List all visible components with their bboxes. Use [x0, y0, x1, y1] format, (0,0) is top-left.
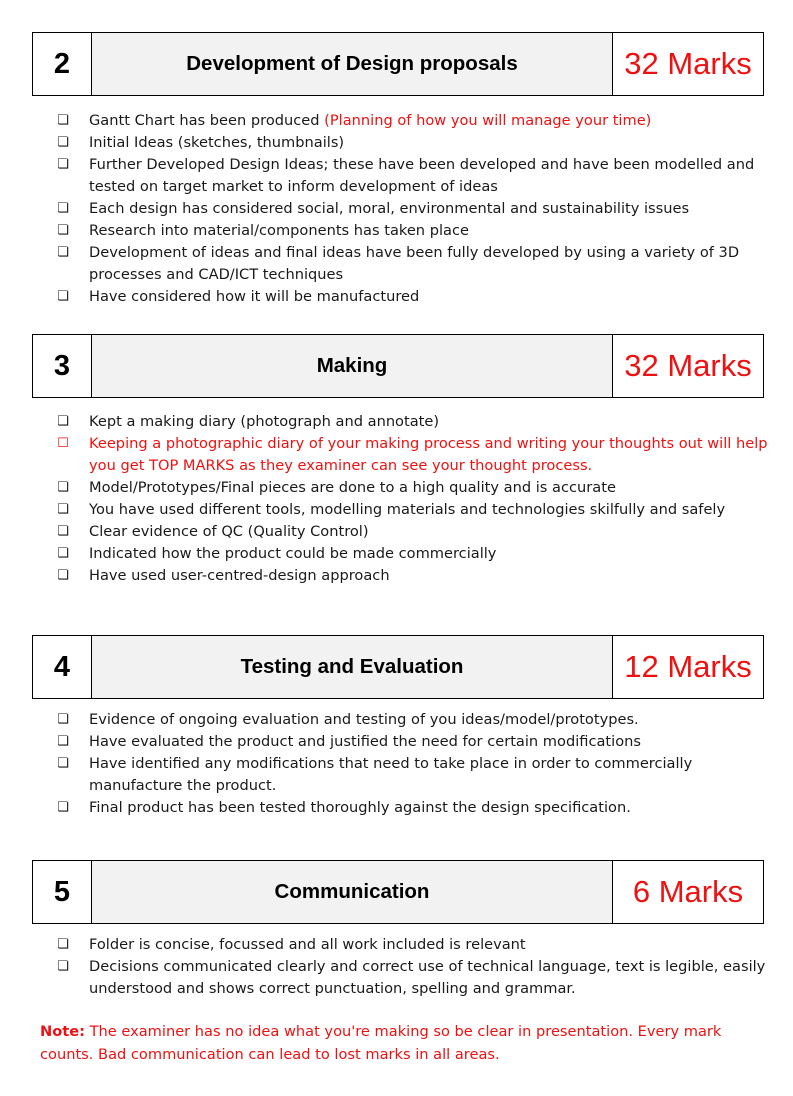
section-2-header	[32, 32, 764, 96]
note-paragraph	[40, 1021, 760, 1066]
list-item	[56, 565, 771, 587]
checkbox-icon: ❏	[57, 289, 69, 304]
list-item	[56, 286, 771, 308]
checkbox-icon: ❏	[57, 135, 69, 150]
section-number: 4	[33, 636, 92, 698]
section-title: Testing and Evaluation	[92, 636, 613, 698]
item-text: Keeping a photographic diary of your making process and writing your thoughts out will help you get TOP MARKS as they examiner can see your thought process.	[89, 435, 768, 474]
checkbox-icon: ❏	[57, 245, 69, 260]
checkbox-icon: ❏	[57, 959, 69, 974]
section-marks: 32 Marks	[624, 46, 752, 81]
list-item	[56, 731, 771, 753]
list-item	[56, 709, 771, 731]
list-item	[56, 499, 771, 521]
note-label: Note:	[40, 1023, 85, 1040]
item-text: Development of ideas and final ideas have been fully developed by using a variety of 3D processes and CAD/ICT techniques	[89, 244, 740, 283]
section-number: 2	[33, 33, 92, 95]
section-number: 5	[33, 861, 92, 923]
list-item	[56, 110, 771, 132]
checkbox-icon: ❏	[57, 800, 69, 815]
empty-box-icon: ☐	[57, 436, 69, 451]
checkbox-icon: ❏	[57, 480, 69, 495]
item-text: Have used user-centred-design approach	[89, 567, 390, 584]
section-title: Making	[92, 335, 613, 397]
checkbox-icon: ❏	[57, 712, 69, 727]
item-text: Gantt Chart has been produced	[89, 112, 325, 129]
list-item	[56, 220, 771, 242]
checkbox-icon: ❏	[57, 937, 69, 952]
checkbox-icon: ❏	[57, 524, 69, 539]
item-text: Folder is concise, focussed and all work included is relevant	[89, 936, 526, 953]
checkbox-icon: ❏	[57, 568, 69, 583]
item-text: Have evaluated the product and justified the need for certain modifications	[89, 733, 641, 750]
list-item	[56, 198, 771, 220]
section-5-checklist	[56, 934, 771, 1000]
item-text: Research into material/components has taken place	[89, 222, 469, 239]
item-text: Evidence of ongoing evaluation and testing of you ideas/model/prototypes.	[89, 711, 639, 728]
section-marks: 12 Marks	[624, 649, 752, 684]
section-4-checklist	[56, 709, 771, 819]
section-title: Communication	[92, 861, 613, 923]
item-text-highlight: (Planning of how you will manage your time)	[324, 112, 652, 129]
section-3-checklist	[56, 411, 771, 587]
checkbox-icon: ❏	[57, 201, 69, 216]
list-item	[56, 934, 771, 956]
item-text: Initial Ideas (sketches, thumbnails)	[89, 134, 345, 151]
list-item	[56, 543, 771, 565]
checkbox-icon: ❏	[57, 113, 69, 128]
checkbox-icon: ❏	[57, 414, 69, 429]
item-text: Decisions communicated clearly and correct use of technical language, text is legible, easily understood and shows correct punctuation, spelling and grammar.	[89, 958, 766, 997]
section-2-checklist	[56, 110, 771, 308]
note-text: The examiner has no idea what you're making so be clear in presentation. Every mark counts. Bad communication can lead to lost marks in all areas.	[40, 1023, 722, 1063]
item-text: Model/Prototypes/Final pieces are done to a high quality and is accurate	[89, 479, 616, 496]
item-text: You have used different tools, modelling materials and technologies skilfully and safely	[89, 501, 726, 518]
item-text: Further Developed Design Ideas; these have been developed and have been modelled and tested on target market to inform development of ideas	[89, 156, 755, 195]
list-item	[56, 132, 771, 154]
list-item	[56, 753, 771, 797]
section-title: Development of Design proposals	[92, 33, 613, 95]
section-4-header	[32, 635, 764, 699]
section-marks: 32 Marks	[624, 348, 752, 383]
section-number: 3	[33, 335, 92, 397]
checkbox-icon: ❏	[57, 546, 69, 561]
list-item	[56, 411, 771, 433]
item-text: Clear evidence of QC (Quality Control)	[89, 523, 369, 540]
list-item	[56, 797, 771, 819]
checkbox-icon: ❏	[57, 223, 69, 238]
section-marks: 6 Marks	[632, 874, 744, 909]
checkbox-icon: ❏	[57, 756, 69, 771]
list-item	[56, 433, 771, 477]
list-item	[56, 477, 771, 499]
item-text: Have identified any modifications that need to take place in order to commercially manufacture the product.	[89, 755, 693, 794]
item-text: Have considered how it will be manufactured	[89, 288, 420, 305]
list-item	[56, 521, 771, 543]
item-text: Final product has been tested thoroughly against the design specification.	[89, 799, 631, 816]
checkbox-icon: ❏	[57, 734, 69, 749]
section-3-header	[32, 334, 764, 398]
list-item	[56, 956, 771, 1000]
checkbox-icon: ❏	[57, 157, 69, 172]
list-item	[56, 154, 771, 198]
item-text: Kept a making diary (photograph and annotate)	[89, 413, 440, 430]
checkbox-icon: ❏	[57, 502, 69, 517]
item-text: Each design has considered social, moral, environmental and sustainability issues	[89, 200, 690, 217]
list-item	[56, 242, 771, 286]
item-text: Indicated how the product could be made commercially	[89, 545, 497, 562]
section-5-header	[32, 860, 764, 924]
